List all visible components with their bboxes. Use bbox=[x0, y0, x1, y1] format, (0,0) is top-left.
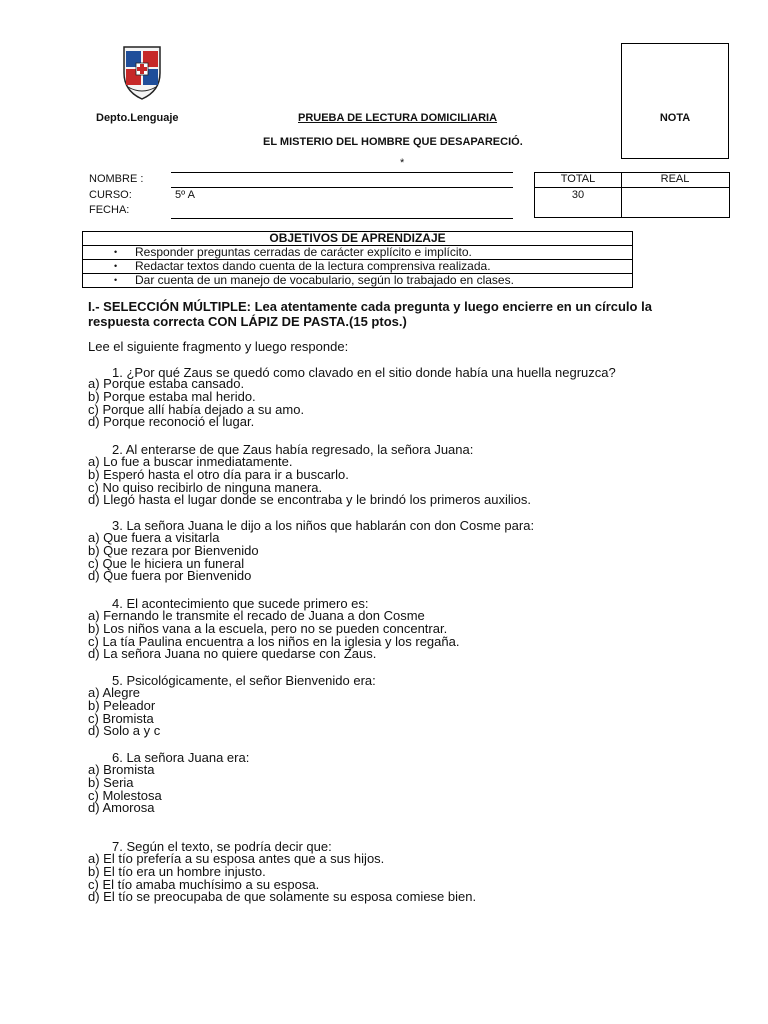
answer-option[interactable]: d) Solo a y c bbox=[88, 723, 161, 739]
name-field-line[interactable] bbox=[171, 187, 513, 188]
answer-option[interactable]: d) Amorosa bbox=[88, 800, 155, 816]
answer-option[interactable]: d) La señora Juana no quiere quedarse con Zaus. bbox=[88, 646, 377, 662]
section-heading-line1: I.- SELECCIÓN MÚLTIPLE: Lea atentamente cada pregunta y luego encierre en un círculo la bbox=[88, 299, 652, 314]
book-title: EL MISTERIO DEL HOMBRE QUE DESAPARECIÓ. bbox=[263, 136, 523, 148]
objective-item bbox=[83, 260, 632, 274]
question-3-options bbox=[88, 532, 259, 583]
bullet-icon: • bbox=[114, 247, 118, 257]
answer-option[interactable]: d) Llegó hasta el lugar donde se encontraba y le brindó los primeros auxilios. bbox=[88, 492, 531, 508]
answer-option[interactable]: d) Porque reconoció el lugar. bbox=[88, 414, 255, 430]
department-label: Depto.Lenguaje bbox=[96, 112, 179, 124]
question-7: 7. Según el texto, se podría decir que: bbox=[112, 839, 332, 854]
answer-option[interactable]: d) El tío se preocupaba de que solamente su esposa comiese bien. bbox=[88, 889, 477, 905]
question-7-options bbox=[88, 853, 476, 904]
objective-item bbox=[83, 246, 632, 260]
total-header: TOTAL bbox=[535, 173, 621, 188]
question-2-options bbox=[88, 456, 531, 507]
instruction-text: Lee el siguiente fragmento y luego responde: bbox=[88, 339, 349, 354]
real-header: REAL bbox=[621, 173, 729, 188]
test-title: PRUEBA DE LECTURA DOMICILIARIA bbox=[298, 112, 498, 124]
answer-option[interactable]: c) La tía Paulina encuentra a los niños en la iglesia y los regaña. bbox=[88, 633, 460, 649]
question-4-options bbox=[88, 610, 459, 661]
objective-text: Redactar textos dando cuenta de la lectura comprensiva realizada. bbox=[135, 259, 491, 273]
answer-option[interactable]: b) Los niños vana a la escuela, pero no se pueden concentrar. bbox=[88, 620, 448, 636]
section-heading-line2: respuesta correcta CON LÁPIZ DE PASTA.(15 ptos.) bbox=[88, 314, 407, 329]
answer-option[interactable]: a) Que fuera a visitarla bbox=[88, 530, 220, 545]
answer-option[interactable]: c) El tío amaba muchísimo a su esposa. bbox=[88, 876, 320, 892]
answer-option[interactable]: a) Porque estaba cansado. bbox=[88, 376, 245, 391]
question-1: 1. ¿Por qué Zaus se quedó como clavado en el sitio donde había una huella negruzca? bbox=[112, 365, 616, 380]
answer-option[interactable]: c) Que le hiciera un funeral bbox=[88, 555, 245, 571]
score-table bbox=[534, 172, 730, 218]
course-value: 5º A bbox=[175, 189, 195, 201]
answer-option[interactable]: c) Porque allí había dejado a su amo. bbox=[88, 401, 305, 417]
date-field-line[interactable] bbox=[171, 218, 513, 219]
name-label: NOMBRE : bbox=[89, 173, 144, 185]
objective-item bbox=[83, 274, 632, 287]
question-6-options bbox=[88, 764, 162, 815]
answer-option[interactable]: b) Peleador bbox=[88, 697, 156, 713]
grade-box bbox=[621, 43, 729, 159]
asterisk-mark: * bbox=[400, 157, 405, 169]
answer-option[interactable]: a) Lo fue a buscar inmediatamente. bbox=[88, 454, 293, 469]
name-line-top bbox=[171, 172, 513, 173]
answer-option[interactable]: a) El tío prefería a su esposa antes que a sus hijos. bbox=[88, 851, 385, 866]
answer-option[interactable]: d) Que fuera por Bienvenido bbox=[88, 568, 252, 584]
answer-option[interactable]: a) Fernando le transmite el recado de Juana a don Cosme bbox=[88, 608, 425, 623]
date-label: FECHA: bbox=[89, 204, 130, 216]
total-value: 30 bbox=[571, 189, 585, 201]
objective-text: Dar cuenta de un manejo de vocabulario, según lo trabajado en clases. bbox=[135, 273, 514, 287]
bullet-icon: • bbox=[114, 275, 118, 285]
total-column bbox=[535, 173, 622, 217]
grade-label: NOTA bbox=[659, 112, 691, 124]
answer-option[interactable]: a) Alegre bbox=[88, 685, 141, 700]
objectives-table bbox=[82, 231, 633, 288]
answer-option[interactable]: c) Bromista bbox=[88, 710, 154, 726]
answer-option[interactable]: b) Esperó hasta el otro día para ir a buscarlo. bbox=[88, 466, 349, 482]
answer-option[interactable]: b) Seria bbox=[88, 774, 134, 790]
objectives-title: OBJETIVOS DE APRENDIZAJE bbox=[83, 232, 632, 246]
real-column bbox=[621, 173, 729, 217]
answer-option[interactable]: a) Bromista bbox=[88, 762, 155, 777]
question-4: 4. El acontecimiento que sucede primero es: bbox=[112, 596, 369, 611]
question-2: 2. Al enterarse de que Zaus había regresado, la señora Juana: bbox=[112, 442, 474, 457]
objective-text: Responder preguntas cerradas de carácter explícito e implícito. bbox=[135, 245, 472, 259]
answer-option[interactable]: b) El tío era un hombre injusto. bbox=[88, 863, 266, 879]
school-crest-logo bbox=[118, 45, 166, 101]
answer-option[interactable]: c) Molestosa bbox=[88, 787, 162, 803]
answer-option[interactable]: b) Porque estaba mal herido. bbox=[88, 388, 256, 404]
bullet-icon: • bbox=[114, 261, 118, 271]
question-3: 3. La señora Juana le dijo a los niños que hablarán con don Cosme para: bbox=[112, 518, 535, 533]
answer-option[interactable]: b) Que rezara por Bienvenido bbox=[88, 542, 259, 558]
question-6: 6. La señora Juana era: bbox=[112, 750, 250, 765]
course-label: CURSO: bbox=[89, 189, 132, 201]
question-5-options bbox=[88, 687, 160, 738]
question-1-options bbox=[88, 378, 304, 429]
question-5: 5. Psicológicamente, el señor Bienvenido era: bbox=[112, 673, 376, 688]
answer-option[interactable]: c) No quiso recibirlo de ninguna manera. bbox=[88, 479, 323, 495]
